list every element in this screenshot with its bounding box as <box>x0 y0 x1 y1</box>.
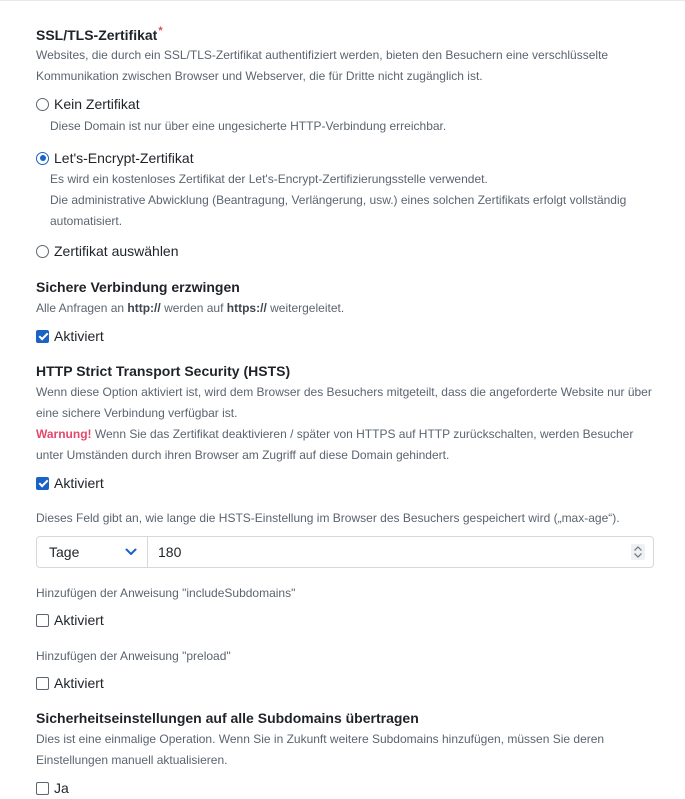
no-certificate-description: Diese Domain ist nur über eine ungesicherte HTTP-Verbindung erreichbar. <box>50 119 447 133</box>
desc-prefix: Alle Anfragen an <box>36 301 128 315</box>
radio-label: Let's-Encrypt-Zertifikat <box>54 150 194 166</box>
desc-middle: werden auf <box>160 301 227 315</box>
checkbox-label: Aktiviert <box>54 612 104 628</box>
warning-label: Warnung! <box>36 427 92 441</box>
max-age-field <box>36 536 654 568</box>
letsencrypt-description-admin: Die administrative Abwicklung (Beantragung, Verlängerung, usw.) eines solchen Zertifikats erfolgt vollständig automatisiert. <box>50 193 627 228</box>
stepper-up-icon[interactable] <box>634 546 642 551</box>
include-subdomains-label: Hinzufügen der Anweisung "includeSubdomains" <box>36 586 296 600</box>
hsts-title: HTTP Strict Transport Security (HSTS) <box>36 363 291 379</box>
hsts-description: Wenn diese Option aktiviert ist, wird dem Browser des Besuchers mitgeteilt, dass die angeforderte Website nur über eine sichere Verbindung verfügbar ist. <box>36 385 652 420</box>
apply-subdomains-description: Dies ist eine einmalige Operation. Wenn Sie in Zukunft weitere Subdomains hinzufügen, müssen Sie deren Einstellungen manuell aktualisieren. <box>36 732 605 767</box>
unit-select-value: Tage <box>49 544 80 560</box>
chevron-down-icon <box>125 548 137 556</box>
preload-label: Hinzufügen der Anweisung "preload" <box>36 649 231 663</box>
ssl-description: Websites, die durch ein SSL/TLS-Zertifikat authentifiziert werden, bieten den Besuchern eine verschlüsselte Kommunikation zwischen Browser und Webserver, die für Dritte nicht zugänglich ist. <box>36 48 609 83</box>
max-age-value: 180 <box>158 544 182 560</box>
number-stepper[interactable] <box>631 544 645 560</box>
desc-suffix: weitergeleitet. <box>266 301 345 315</box>
top-divider <box>0 0 685 1</box>
stepper-down-icon[interactable] <box>634 553 642 558</box>
checkbox-label: Aktiviert <box>54 475 104 491</box>
required-marker: * <box>158 25 163 37</box>
ssl-section-title <box>36 27 163 43</box>
force-https-checkbox[interactable] <box>36 328 104 344</box>
checkbox-label: Ja <box>54 780 69 796</box>
warning-text: Wenn Sie das Zertifikat deaktivieren / später von HTTPS auf HTTP zurückschalten, werden Besucher unter Umständen durch ihren Browser am Zugriff auf diese Domain gehindert. <box>36 427 634 462</box>
letsencrypt-description <box>50 169 654 232</box>
checkbox-label: Aktiviert <box>54 675 104 691</box>
checkbox-checked[interactable] <box>36 477 49 490</box>
radio-label: Zertifikat auswählen <box>54 243 179 259</box>
hsts-checkbox[interactable] <box>36 475 104 491</box>
checkbox-label: Aktiviert <box>54 328 104 344</box>
http-protocol-text: http:// <box>127 301 161 315</box>
radio-label: Kein Zertifikat <box>54 96 140 112</box>
max-age-label: Dieses Feld gibt an, wie lange die HSTS-Einstellung im Browser des Besuchers gespeichert wird („max-age“). <box>36 511 620 525</box>
radio-button[interactable] <box>36 245 49 258</box>
checkbox-unchecked[interactable] <box>36 677 49 690</box>
checkbox-unchecked[interactable] <box>36 614 49 627</box>
checkbox-checked[interactable] <box>36 330 49 343</box>
preload-checkbox[interactable] <box>36 675 104 691</box>
apply-subdomains-checkbox[interactable] <box>36 780 69 796</box>
radio-letsencrypt-certificate[interactable] <box>36 150 194 166</box>
checkbox-unchecked[interactable] <box>36 782 49 795</box>
radio-button-selected[interactable] <box>36 152 49 165</box>
force-https-description <box>36 298 654 319</box>
include-subdomains-checkbox[interactable] <box>36 612 104 628</box>
https-protocol-text: https:// <box>226 301 267 315</box>
hsts-warning <box>36 424 654 466</box>
ssl-title-text: SSL/TLS-Zertifikat <box>36 27 158 43</box>
apply-subdomains-title: Sicherheitseinstellungen auf alle Subdomains übertragen <box>36 710 419 726</box>
max-age-number-input[interactable] <box>148 537 653 567</box>
max-age-unit-select[interactable] <box>37 537 148 567</box>
radio-select-certificate[interactable] <box>36 243 179 259</box>
force-https-title: Sichere Verbindung erzwingen <box>36 279 240 295</box>
letsencrypt-description-line: Es wird ein kostenloses Zertifikat der Let's-Encrypt-Zertifizierungsstelle verwendet. <box>50 172 488 186</box>
radio-no-certificate[interactable] <box>36 96 140 112</box>
radio-button[interactable] <box>36 98 49 111</box>
